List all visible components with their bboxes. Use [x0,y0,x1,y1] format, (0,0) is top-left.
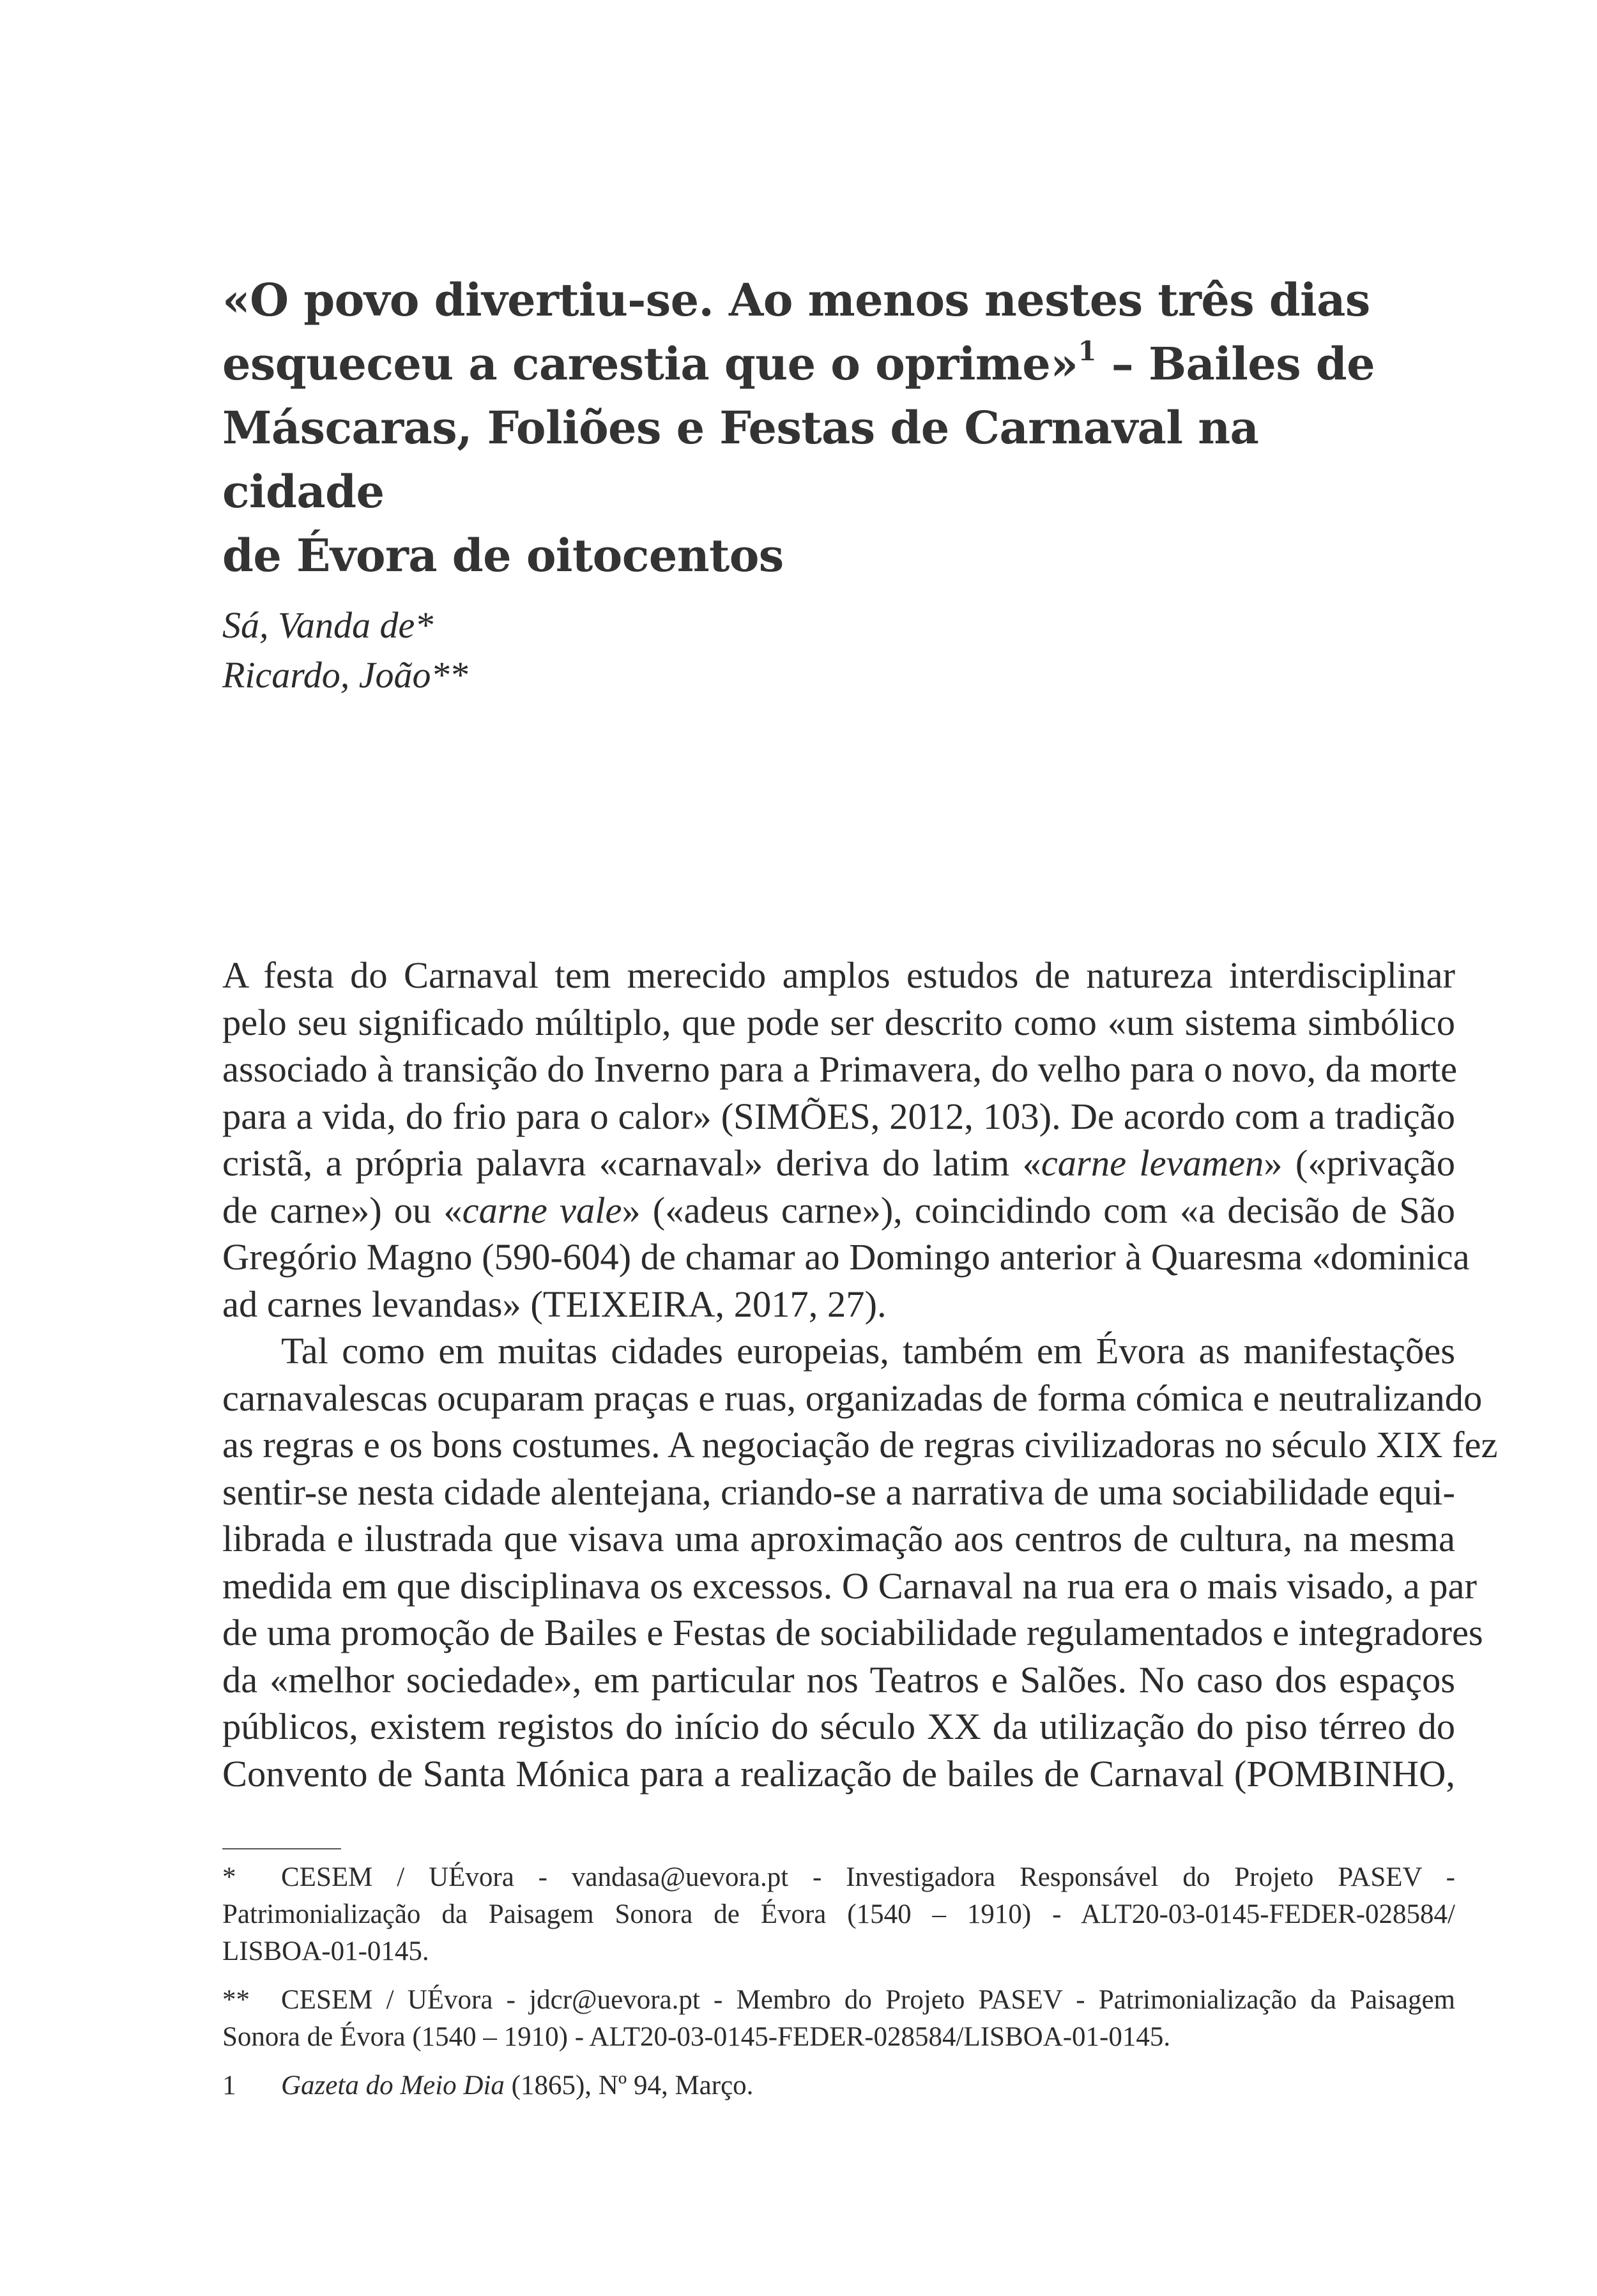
footnote-author-2 [222,1982,1455,2056]
author-1: Sá, Vanda de* [222,604,434,646]
body-line: ad carnes levandas» (TEIXEIRA, 2017, 27). [222,1283,887,1325]
paragraph-1 [222,952,1470,1328]
footnote-divider [222,1848,341,1849]
body-line: Convento de Santa Mónica para a realização de bailes de Carnaval (POMBINHO, [222,1752,1455,1795]
body-line: as regras e os bons costumes. A negociação de regras civilizadoras no século XIX fez [222,1424,1498,1466]
body-line: A festa do Carnaval tem merecido amplos estudos de natureza interdisciplinar [222,954,1455,996]
body-text-segment: cristã, a própria palavra «carnaval» deriva do latim « [222,1142,1041,1184]
footnote-text: CESEM / UÉvora - jdcr@uevora.pt - Membro do Projeto PASEV - Patrimonialização da Paisagem [281,1985,1455,2015]
body-line: públicos, existem registos do início do século XX da utilização do piso térreo do [222,1706,1455,1747]
body-line: para a vida, do frio para o calor» (SIMÕES, 2012, 103). De acordo com a tradição [222,1095,1455,1137]
body-line: carnavalescas ocuparam praças e ruas, organizadas de forma cómica e neutralizando [222,1377,1483,1419]
title-line-2: esqueceu a carestia que o oprime» [222,337,1078,390]
paragraph-2 [222,1328,1498,1797]
title-line-2-end: – Bailes de [1096,337,1375,390]
body-line: associado à transição do Inverno para a Primavera, do velho para o novo, da morte [222,1048,1458,1090]
footnote-text: (1865), Nº 94, Março. [504,2070,754,2101]
body-text-segment: » («privação [1264,1142,1455,1184]
footnote-mark: * [222,1862,236,1892]
footnote-line [222,1859,1455,1896]
author-list [222,601,468,700]
title-line-1: «O povo divertiu-se. Ao menos nestes três dias [222,273,1370,326]
body-line [222,1140,1455,1187]
footnote-mark: 1 [222,2070,236,2101]
body-text-segment: de carne») ou « [222,1189,462,1231]
latin-term: carne levamen [1041,1142,1264,1184]
footnote-text: CESEM / UÉvora - vandasa@uevora.pt - Investigadora Responsável do Projeto PASEV - [281,1862,1455,1892]
author-2: Ricardo, João** [222,654,468,696]
body-line [222,1187,1455,1234]
footnotes [222,1859,1455,2116]
body-line: medida em que disciplinava os excessos. O Carnaval na rua era o mais visado, a par [222,1565,1477,1607]
latin-term: carne vale [462,1189,622,1231]
article-title [222,268,1391,588]
body-line: Tal como em muitas cidades europeias, também em Évora as manifestações [281,1330,1455,1372]
footnote-line: Sonora de Évora (1540 – 1910) - ALT20-03-0145-FEDER-028584/LISBOA-01-0145. [222,2022,1171,2052]
footnote-line: LISBOA-01-0145. [222,1936,429,1966]
title-line-3: Máscaras, Foliões e Festas de Carnaval na cidade [222,401,1259,518]
title-footnote-ref[interactable]: 1 [1078,335,1097,367]
body-line: librada e ilustrada que visava uma aproximação aos centros de cultura, na mesma [222,1518,1455,1559]
title-line-4: de Évora de oitocentos [222,529,784,582]
footnote-line [222,1982,1455,2019]
body-line: da «melhor sociedade», em particular nos Teatros e Salões. No caso dos espaços [222,1658,1455,1701]
body-line: de uma promoção de Bailes e Festas de sociabilidade regulamentados e integradores [222,1612,1483,1653]
body-line: pelo seu significado múltiplo, que pode ser descrito como «um sistema simbólico [222,1001,1455,1043]
footnote-line [222,2067,1455,2104]
body-text-segment: » («adeus carne»), coincidindo com «a decisão de São [622,1189,1455,1231]
footnote-line: Patrimonialização da Paisagem Sonora de Évora (1540 – 1910) - ALT20-03-0145-FEDER-028584/ [222,1899,1455,1929]
footnote-1 [222,2067,1455,2104]
footnote-author-1 [222,1859,1455,1970]
body-line: Gregório Magno (590-604) de chamar ao Domingo anterior à Quaresma «dominica [222,1236,1470,1278]
article-body [222,952,1498,1797]
source-title: Gazeta do Meio Dia [281,2070,505,2101]
footnote-mark: ** [222,1985,250,2015]
body-line: sentir-se nesta cidade alentejana, criando-se a narrativa de uma sociabilidade equi- [222,1471,1456,1513]
